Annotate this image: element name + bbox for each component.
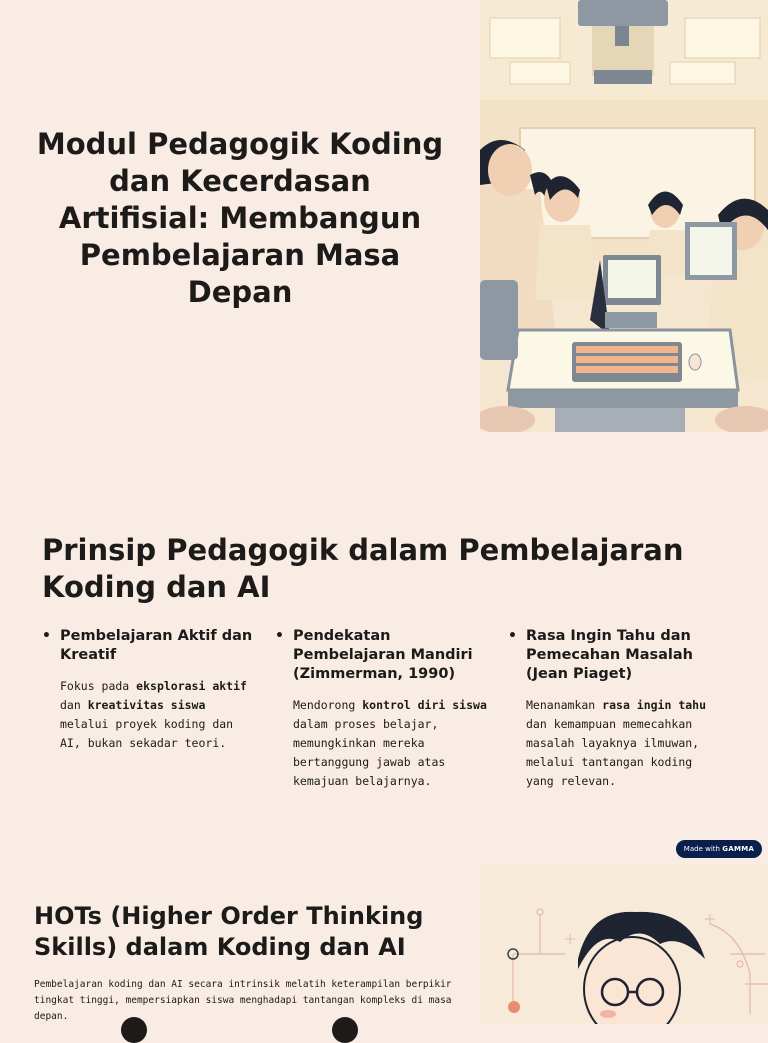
hots-description: Pembelajaran koding dan AI secara intrinsik melatih keterampilan berpikir tingkat tinggi, mempersiapkan siswa menghadapi tantangan kompleks di masa depan. [34, 979, 452, 1022]
student-glasses-illustration [480, 864, 768, 1024]
made-with-gamma-badge[interactable]: Made with GAMMA [676, 840, 762, 858]
principle-heading: • Rasa Ingin Tahu dan Pemecahan Masalah (Jean Piaget) [508, 627, 723, 684]
principle-heading: • Pembelajaran Aktif dan Kreatif [42, 627, 257, 665]
principle-column [42, 627, 257, 753]
principle-body: Fokus pada eksplorasi aktif dan kreativitas siswa melalui proyek koding dan AI, bukan sekadar teori. [60, 679, 247, 750]
principle-body: Menanamkan rasa ingin tahu dan kemampuan memecahkan masalah layaknya ilmuwan, melalui tantangan koding yang relevan. [526, 698, 707, 788]
principle-body: Mendorong kontrol diri siswa dalam proses belajar, memungkinkan mereka bertanggung jawab atas kemajuan belajarnya. [293, 698, 487, 788]
principle-heading: • Pendekatan Pembelajaran Mandiri (Zimmerman, 1990) [275, 627, 490, 684]
hots-marker-dot [332, 1017, 358, 1043]
hots-marker-dot [121, 1017, 147, 1043]
principle-column [508, 627, 723, 791]
section-title-principles: Prinsip Pedagogik dalam Pembelajaran Koding dan AI [42, 533, 684, 604]
slide-title: Modul Pedagogik Koding dan Kecerdasan Artifisial: Membangun Pembelajaran Masa Depan [36, 127, 444, 309]
principle-column [275, 627, 490, 791]
classroom-illustration [480, 0, 768, 432]
section-title-hots: HOTs (Higher Order Thinking Skills) dalam Koding dan AI [34, 902, 424, 961]
